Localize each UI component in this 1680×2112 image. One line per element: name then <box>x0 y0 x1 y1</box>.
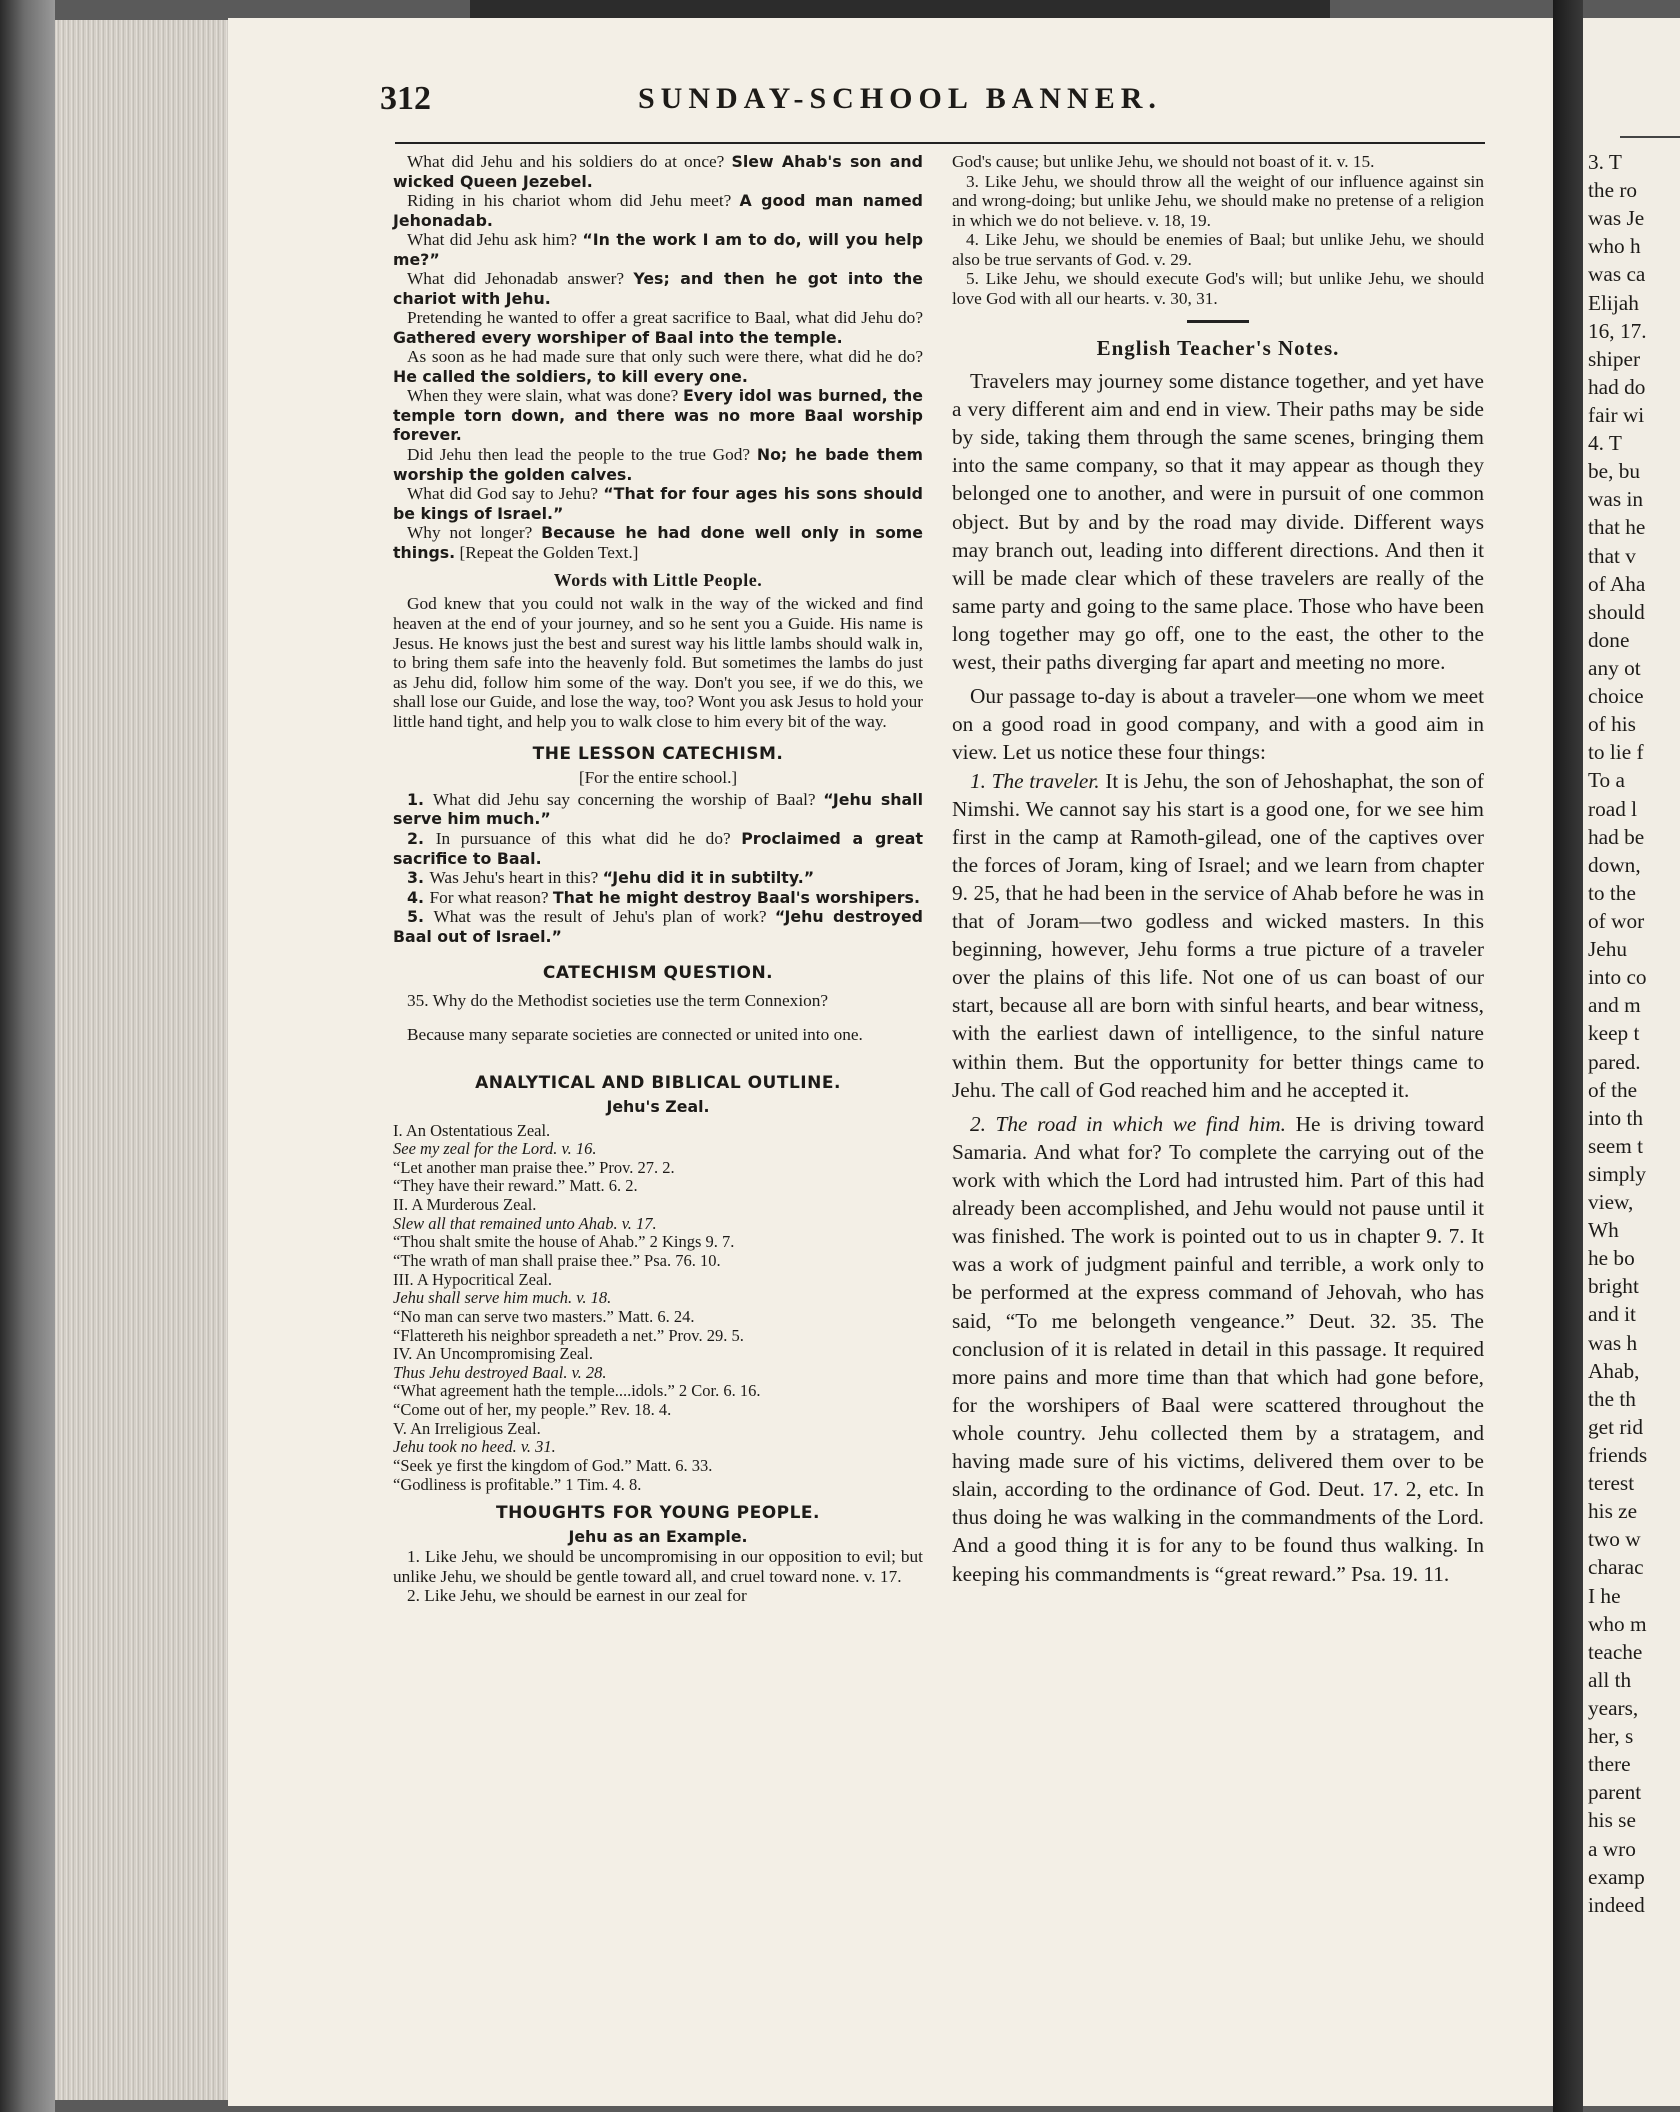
next-page-fragment: bright <box>1588 1274 1639 1299</box>
top-shadow <box>470 0 1330 20</box>
next-page-fragment: down, <box>1588 852 1641 877</box>
qa-item <box>393 484 923 523</box>
catechism-number: 5. <box>407 907 434 927</box>
next-page-fragment: into co <box>1588 965 1647 990</box>
next-page-fragment: to the <box>1588 880 1636 905</box>
next-page-fragment: pared. <box>1588 1049 1641 1074</box>
next-page-fragment: that v <box>1588 543 1636 568</box>
next-page-fragment: any ot <box>1588 655 1641 680</box>
next-page-fragment: teache <box>1588 1639 1643 1664</box>
qa-answer: He called the soldiers, to kill every one. <box>393 366 748 386</box>
next-page-fragment: and m <box>1588 993 1641 1018</box>
qa-item <box>393 445 923 484</box>
next-page-fragment: had do <box>1588 374 1646 399</box>
notes-title: English Teacher's Notes. <box>1096 336 1340 361</box>
outline-text: See my zeal for the Lord. v. 16. <box>393 1139 597 1159</box>
outline-reference: “Thou shalt smite the house of Ahab.” 2 Kings 9. 7. <box>393 1232 735 1252</box>
thoughts-subtitle: Jehu as an Example. <box>568 1526 748 1546</box>
next-page-fragment: into th <box>1588 1105 1644 1130</box>
next-page-fragment: examp <box>1588 1864 1645 1889</box>
qa-question: What did Jehonadab answer? <box>407 269 634 289</box>
notes-heading-road: 2. The road in which we find him. <box>970 1111 1286 1136</box>
next-page-fragment: parent <box>1588 1780 1642 1805</box>
next-page-fragment: a wro <box>1588 1836 1636 1861</box>
next-page-fragment: Ahab, <box>1588 1358 1640 1383</box>
next-page-fragment: there <box>1588 1752 1631 1777</box>
notes-paragraph-4: 2. The road in which we find him. He is driving toward Samaria. And what for? To complete the carrying out of the work with which the Lord had intrusted him. Part of this had already been accomplished, and Jehu would not pause until it was finished. The work is pointed out to us in chapter 9. 7. It was a work of judgment painful and terrible, a work only to be performed at the express command of Jehovah, who has said, “To me belongeth vengeance.” Deut. 32. 35. The conclusion of it is related in detail in this passage. It required more pains and more time than that which had gone before, for the worshipers of Baal were scattered throughout the whole country. Jehu collected them by a stratagem, and having made sure of his victims, delivered them over to be slain, according to the ordinance of God. Deut. 17. 2, etc. In thus doing he was walking in the commandments of the Lord. And a good thing it is for any to be found thus walking. In keeping his commandments is “great reward.” Psa. 19. 11. <box>952 1111 1485 1586</box>
next-page-fragment: Wh <box>1588 1218 1619 1243</box>
outline-heading: I. An Ostentatious Zeal. <box>393 1120 551 1140</box>
next-page-fragment: charac <box>1588 1555 1644 1580</box>
qa-question: Pretending he wanted to offer a great sacrifice to Baal, what did Jehu do? <box>407 308 923 328</box>
next-page-fragment: he bo <box>1588 1246 1635 1271</box>
catechism-title: THE LESSON CATECHISM. <box>532 744 784 765</box>
next-page-fragment: Elijah <box>1588 290 1639 315</box>
outline-heading: II. A Murderous Zeal. <box>393 1195 537 1215</box>
qa-question: What did God say to Jehu? <box>407 484 604 504</box>
next-page-fragment: who m <box>1588 1611 1647 1636</box>
next-page-fragment: To a <box>1588 768 1625 793</box>
qa-question: When they were slain, what was done? <box>407 386 683 406</box>
catechism-answer-text: “Jehu did it in subtilty.” <box>602 868 815 888</box>
catechism-item <box>393 907 923 946</box>
page-edges <box>55 20 230 2100</box>
qa-item <box>393 347 923 386</box>
next-page-fragment: was h <box>1588 1330 1638 1355</box>
header-rule <box>395 142 1485 144</box>
thought-4: 4. Like Jehu, we should be enemies of Baal; but unlike Jehu, we should also be true servants of God. v. 29. <box>952 230 1484 269</box>
catechism-subtitle: [For the entire school.] <box>578 768 738 788</box>
outline-list <box>393 1122 923 1495</box>
next-page-fragment: should <box>1588 599 1645 624</box>
qa-item <box>393 386 923 445</box>
little-people-text: God knew that you could not walk in the way of the wicked and find heaven at the end of your journey, and so he sent you a Guide. His name is Jesus. He knows just the best and surest way his little lambs should walk in, to bring them safe into the heavenly fold. But sometimes the lambs do just as Jehu did, follow him some of the way. Don't you see, if we do this, we shall lose our Guide, and lose the way, too? Wont you ask Jesus to hold your little hand tight, and help you to walk close to him every bit of the way. <box>393 594 923 731</box>
next-page-rule <box>1620 136 1680 138</box>
qa-question: Did Jehu then lead the people to the true God? <box>407 444 757 464</box>
next-page-fragment: 3. T <box>1588 150 1622 174</box>
qa-answer: No; he bade them worship the golden calves. <box>393 444 923 484</box>
qa-answer: “That for four ages his sons should be kings of Israel.” <box>393 484 923 523</box>
catechism-question-text: What did Jehu say concerning the worship of Baal? <box>432 789 824 809</box>
outline-text: Jehu took no heed. v. 31. <box>393 1437 556 1457</box>
catechism-number: 2. <box>407 829 436 848</box>
next-page-fragment: had be <box>1588 824 1645 849</box>
catechism-question-title: CATECHISM QUESTION. <box>542 963 774 984</box>
qa-answer: Gathered every worshiper of Baal into the temple. <box>393 327 843 347</box>
next-page-fragment: was Je <box>1588 206 1645 231</box>
next-page-fragment: be, bu <box>1588 459 1641 484</box>
thought-2-cont: God's cause; but unlike Jehu, we should not boast of it. v. 15. <box>952 152 1375 171</box>
teacher-notes <box>952 367 1484 1588</box>
next-page-fragments <box>1588 148 1678 1919</box>
running-head: SUNDAY-SCHOOL BANNER. <box>638 82 1162 115</box>
outline-heading: IV. An Uncompromising Zeal. <box>393 1344 593 1364</box>
catechism-answer-text: That he might destroy Baal's worshipers. <box>552 887 920 907</box>
outline-text: Jehu shall serve him much. v. 18. <box>393 1288 612 1308</box>
notes-paragraph-3: 1. The traveler. It is Jehu, the son of Jehoshaphat, the son of Nimshi. We cannot say his start is a good one, for we see him first in the camp at Ramoth-gilead, one of the captives over the forces of Joram, king of Israel; and we learn from chapter 9. 25, that he had been in the service of Ahab before he was in that of Joram—two godless and wicked masters. In this beginning, however, Jehu forms a true picture of a traveler over the plains of this life. Not one of us can boast of our start, because all are born with sinful hearts, and bear witness, with the earliest dawn of intelligence, to the sinful nature within them. But the opportunity for better things came to Jehu. The call of God reached him and he accepted it. <box>952 768 1484 1102</box>
next-page-fragment: simply <box>1588 1161 1646 1186</box>
catechism-item <box>393 868 923 888</box>
catechism-question-text: For what reason? <box>429 887 553 907</box>
next-page-fragment: his ze <box>1588 1499 1638 1524</box>
catechism-item <box>393 829 923 868</box>
thought-5: 5. Like Jehu, we should execute God's will; but unlike Jehu, we should love God with all our hearts. v. 30, 31. <box>952 269 1484 308</box>
catechism-number: 3. <box>407 868 430 888</box>
next-page-fragment: 4. T <box>1588 431 1622 456</box>
notes-paragraph-2: Our passage to-day is about a traveler—one whom we meet on a good road in good company, and with a good aim in view. Let us notice these four things: <box>952 684 1484 765</box>
notes-heading-traveler: 1. The traveler. <box>970 768 1100 793</box>
outline-reference: “Godliness is profitable.” 1 Tim. 4. 8. <box>393 1474 642 1494</box>
qa-item <box>393 152 923 191</box>
outline-text: Thus Jehu destroyed Baal. v. 28. <box>393 1362 607 1382</box>
next-page-fragment: 16, 17. <box>1588 318 1647 343</box>
outline-reference: “Seek ye first the kingdom of God.” Matt. 6. 33. <box>393 1456 713 1476</box>
next-page-fragment: all th <box>1588 1667 1632 1692</box>
next-page-fragment: seem t <box>1588 1133 1643 1158</box>
qa-answer: Yes; and then he got into the chariot with Jehu. <box>393 269 923 308</box>
next-page-fragment: years, <box>1588 1696 1639 1721</box>
review-questions <box>393 152 923 562</box>
next-page-fragment: keep t <box>1588 1021 1640 1046</box>
next-page-fragment: his se <box>1588 1808 1636 1833</box>
next-page-fragment: done <box>1588 627 1630 652</box>
next-page-fragment: indeed <box>1588 1892 1645 1917</box>
catechism-item <box>393 790 923 829</box>
next-page-fragment: was in <box>1588 487 1644 512</box>
right-column <box>952 152 1484 1588</box>
qa-item <box>393 269 923 308</box>
outline-text: Slew all that remained unto Ahab. v. 17. <box>393 1213 657 1233</box>
outline-reference: “They have their reward.” Matt. 6. 2. <box>393 1176 638 1196</box>
thought-3: 3. Like Jehu, we should throw all the weight of our influence against sin and wrong-doing; but unlike Jehu, we should make no pretense of a religion in which we do not believe. v. 18, 19. <box>952 171 1484 230</box>
qa-item <box>393 230 923 269</box>
catechism-number: 4. <box>407 887 430 907</box>
next-page-fragment: who h <box>1588 234 1641 259</box>
outline-reference: “The wrath of man shall praise thee.” Psa. 76. 10. <box>393 1250 721 1270</box>
outline-heading: III. A Hypocritical Zeal. <box>393 1269 552 1289</box>
page-header <box>380 80 1490 140</box>
outline-subtitle: Jehu's Zeal. <box>606 1096 710 1116</box>
qa-answer: Every idol was burned, the temple torn down, and there was no more Baal worship forever. <box>393 386 923 445</box>
next-page-fragment: was ca <box>1588 262 1646 287</box>
thought-2: 2. Like Jehu, we should be earnest in our zeal for <box>407 1586 747 1606</box>
next-page-fragment: two w <box>1588 1527 1641 1552</box>
page-number: 312 <box>380 80 431 117</box>
next-page-fragment: the th <box>1588 1386 1636 1411</box>
qa-tail: [Repeat the Golden Text.] <box>455 542 639 562</box>
next-page-fragment: Jehu <box>1588 937 1628 962</box>
qa-answer: A good man named Jehonadab. <box>393 191 923 230</box>
next-page-fragment: of the <box>1588 1077 1638 1102</box>
catechism-answer: Because many separate societies are connected or united into one. <box>407 1024 863 1044</box>
catechism-answer-text: “Jehu shall serve him much.” <box>393 789 923 829</box>
qa-question: What did Jehu ask him? <box>407 230 583 250</box>
left-column <box>393 152 923 1606</box>
outline-reference: “No man can serve two masters.” Matt. 6. 24. <box>393 1306 695 1326</box>
outline-reference: “Come out of her, my people.” Rev. 18. 4. <box>393 1400 672 1420</box>
catechism-question-text: Was Jehu's heart in this? <box>429 868 603 888</box>
catechism-question: 35. Why do the Methodist societies use the term Connexion? <box>407 991 829 1011</box>
next-page-fragment: choice <box>1588 684 1644 709</box>
qa-item <box>393 191 923 230</box>
next-page-fragment: the ro <box>1588 178 1638 203</box>
outline-reference: “Let another man praise thee.” Prov. 27. 2. <box>393 1157 675 1177</box>
qa-answer: Because he had done well only in some things. <box>393 523 923 562</box>
qa-question: Riding in his chariot whom did Jehu meet? <box>407 191 740 211</box>
qa-question: What did Jehu and his soldiers do at once? <box>407 152 732 171</box>
next-page-fragment: terest <box>1588 1471 1635 1496</box>
catechism-number: 1. <box>407 789 433 809</box>
thought-1: 1. Like Jehu, we should be uncompromising in our opposition to evil; but unlike Jehu, we should be gentle toward all, and cruel toward none. v. 17. <box>393 1547 923 1586</box>
next-page-fragment: of his <box>1588 712 1636 737</box>
book-spine <box>0 0 55 2112</box>
next-page-fragment: of wor <box>1588 908 1645 933</box>
catechism-question-text: In pursuance of this what did he do? <box>435 829 742 848</box>
gutter-shadow <box>1553 0 1583 2112</box>
qa-item <box>393 308 923 347</box>
next-page-fragment: get rid <box>1588 1414 1643 1439</box>
thoughts-title: THOUGHTS FOR YOUNG PEOPLE. <box>495 1503 821 1524</box>
catechism-answer-text: Proclaimed a great sacrifice to Baal. <box>393 829 923 868</box>
little-people-title: Words with Little People. <box>553 570 763 591</box>
outline-reference: “Flattereth his neighbor spreadeth a net.” Prov. 29. 5. <box>393 1325 744 1345</box>
next-page-fragment: and it <box>1588 1302 1636 1327</box>
next-page-fragment: to lie f <box>1588 740 1644 765</box>
next-page-fragment: of Aha <box>1588 571 1646 596</box>
next-page-fragment: view, <box>1588 1190 1634 1215</box>
outline-title: ANALYTICAL AND BIBLICAL OUTLINE. <box>475 1073 841 1094</box>
next-page-fragment: that he <box>1588 515 1646 540</box>
notes-paragraph-1: Travelers may journey some distance together, and yet have a very different aim and end in view. Their paths may be side by side, taking them through the same scenes, bringing them into the same company, so that it may appear as though they belonged one to another, and were in pursuit of one common object. But by and by the road may divide. Different ways may branch out, leading into different directions. And then it will be made clear which of these travelers are really of the same party and going to the same place. Those who have been long together may go off, one to the east, the other to the west, their paths diverging far apart and meeting no more. <box>952 368 1484 675</box>
catechism-list <box>393 790 923 946</box>
next-page-fragment: fair wi <box>1588 402 1645 427</box>
catechism-answer-text: “Jehu destroyed Baal out of Israel.” <box>393 907 923 946</box>
catechism-question-text: What was the result of Jehu's plan of work? <box>433 907 775 927</box>
next-page-fragment: her, s <box>1588 1724 1634 1749</box>
catechism-item <box>393 888 923 908</box>
qa-answer: “In the work I am to do, will you help me?” <box>393 230 923 269</box>
qa-question: As soon as he had made sure that only such were there, what did he do? <box>407 347 923 367</box>
qa-question: Why not longer? <box>407 523 542 543</box>
next-page-fragment: shiper <box>1588 346 1641 371</box>
next-page-fragment: I he <box>1588 1583 1621 1608</box>
next-page-fragment: friends <box>1588 1443 1648 1468</box>
outline-heading: V. An Irreligious Zeal. <box>393 1418 541 1438</box>
qa-answer: Slew Ahab's son and wicked Queen Jezebel. <box>393 152 923 191</box>
next-page-fragment: road l <box>1588 796 1638 821</box>
qa-item <box>393 523 923 562</box>
outline-reference: “What agreement hath the temple....idols.” 2 Cor. 6. 16. <box>393 1381 761 1401</box>
section-divider <box>1187 320 1249 323</box>
